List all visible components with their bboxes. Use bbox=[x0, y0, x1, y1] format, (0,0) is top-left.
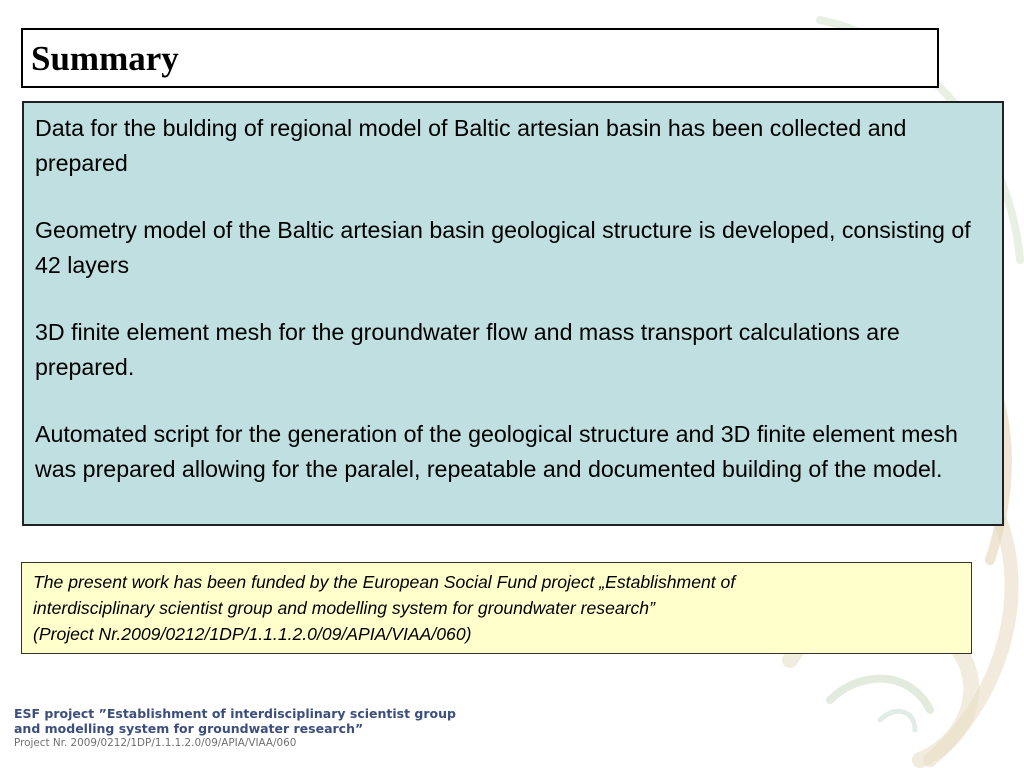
funding-note-line: interdisciplinary scientist group and modelling system for groundwater research” bbox=[33, 598, 655, 618]
footer bbox=[14, 706, 456, 750]
summary-paragraph: Data for the bulding of regional model of Baltic artesian basin has been collected and prepared bbox=[35, 115, 907, 176]
summary-paragraph: Automated script for the generation of the geological structure and 3D finite element mesh was prepared allowing for the paralel, repeatable and documented building of the model. bbox=[35, 421, 958, 482]
funding-note-line: (Project Nr.2009/0212/1DP/1.1.1.2.0/09/APIA/VIAA/060) bbox=[33, 624, 472, 644]
summary-box bbox=[22, 101, 1004, 526]
slide-title: Summary bbox=[31, 39, 179, 78]
funding-note-line: The present work has been funded by the European Social Fund project „Establishment of bbox=[33, 572, 736, 592]
funding-note-box bbox=[21, 562, 972, 654]
footer-project-number: Project Nr. 2009/0212/1DP/1.1.1.2.0/09/APIA/VIAA/060 bbox=[14, 737, 297, 749]
footer-project-name-cont: and modelling system for groundwater research” bbox=[14, 721, 364, 736]
footer-project-name: ESF project ”Establishment of interdisciplinary scientist group bbox=[14, 706, 456, 721]
summary-paragraph: Geometry model of the Baltic artesian basin geological structure is developed, consisting of 42 layers bbox=[35, 217, 971, 278]
summary-paragraph: 3D finite element mesh for the groundwater flow and mass transport calculations are prepared. bbox=[35, 319, 900, 380]
